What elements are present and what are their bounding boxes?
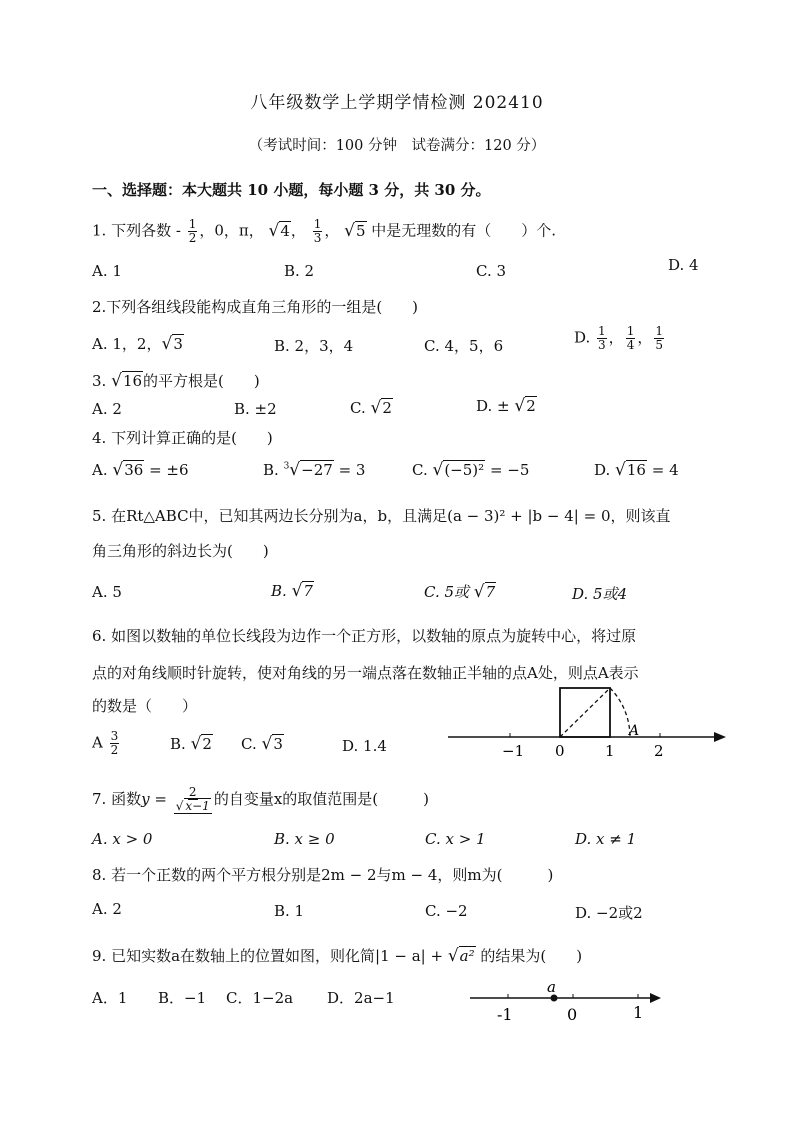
q3-option-b: B. ±2 — [234, 400, 277, 418]
q4-option-d: D. √16 = 4 — [594, 460, 679, 480]
q6-option-c: C. √3 — [241, 734, 283, 754]
label-1: 1 — [633, 1003, 644, 1022]
q1-option-b: B. 2 — [284, 262, 315, 280]
label-0: 0 — [555, 742, 565, 760]
label-2: 2 — [654, 742, 664, 760]
diagonal — [560, 688, 610, 737]
q8-option-a: A. 2 — [92, 900, 122, 918]
q8-option-d: D. −2或2 — [575, 904, 643, 922]
q1-option-d: D. 4 — [668, 256, 699, 274]
question-5-line-2: 角三角形的斜边长为( ) — [92, 542, 269, 560]
question-6-line-2: 点的对角线顺时针旋转，使对角线的另一端点落在数轴正半轴的点A处，则点A表示 — [92, 664, 639, 682]
q1-stem-start: 1. 下列各数 - — [92, 221, 181, 240]
q7-option-b: B. x ≥ 0 — [274, 830, 335, 848]
q9-option-d: D．2a−1 — [327, 989, 395, 1007]
q9-option-a: A．1 — [92, 989, 128, 1007]
label-a: A — [629, 723, 640, 739]
q2-option-d: D. $\frac{1}{3}$ ， $\frac{1}{4}$ ， $\frac{1}{5}$ — [574, 324, 663, 352]
question-5-line-1: 5. 在Rt△ABC中，已知其两边长分别为a，b，且满足(a − 3)² + |b − 4| = 0，则该直 — [92, 507, 671, 525]
question-7: 7. 函数y = $\frac{2}{√ x-1}$ 的自变量x的取值范围是( ) — [92, 785, 429, 813]
q5-option-d: D. 5或4 — [572, 585, 628, 603]
exam-info: （考试时间：100 分钟 试卷满分：120 分） — [248, 138, 546, 154]
fraction-third: $\frac{1}{3}$ — [313, 217, 322, 245]
q8-option-c: C. −2 — [425, 902, 468, 920]
q5-option-c: C. 5或 √7 — [424, 582, 496, 602]
label-minus-1: −1 — [502, 742, 525, 760]
q7-option-d: D. x ≠ 1 — [575, 830, 637, 848]
q9-number-line-figure — [465, 978, 670, 1028]
question-8: 8. 若一个正数的两个平方根分别是2m − 2与m − 4，则m为( ) — [92, 866, 554, 884]
q1-stem-end: 中是无理数的有（ ）个. — [371, 221, 557, 240]
q6-option-d: D. 1.4 — [342, 737, 387, 755]
q2-option-c: C. 4，5，6 — [424, 337, 504, 355]
label-0: 0 — [567, 1005, 578, 1024]
q6-number-line-figure — [440, 680, 740, 760]
question-6-line-1: 6. 如图以数轴的单位长线段为边作一个正方形，以数轴的原点为旋转中心，将过原 — [92, 627, 637, 645]
question-6-line-3: 的数是（ ） — [92, 697, 198, 715]
question-4: 4. 下列计算正确的是( ) — [92, 429, 273, 447]
q1-option-a: A. 1 — [92, 262, 122, 280]
q5-option-a: A. 5 — [92, 583, 122, 601]
sqrt-4: √4 — [268, 220, 290, 241]
q7-option-a: A. x > 0 — [92, 830, 153, 848]
q3-option-d: D. ± √2 — [476, 396, 536, 416]
label-1: 1 — [605, 742, 615, 760]
q5-option-b: B. √7 — [271, 581, 313, 601]
q8-option-b: B. 1 — [274, 902, 305, 920]
question-3: 3. √16的平方根是( ) — [92, 371, 260, 391]
q4-option-a: A. √36 = ±6 — [92, 460, 189, 480]
q9-option-c: C．1−2a — [226, 989, 294, 1007]
sqrt-5: √5 — [344, 220, 366, 241]
q2-option-a: A. 1，2，√3 — [92, 334, 183, 354]
q1-option-c: C. 3 — [476, 262, 507, 280]
question-2: 2.下列各组线段能构成直角三角形的一组是( ) — [92, 298, 419, 316]
q6-option-b: B. √2 — [170, 734, 212, 754]
label-minus-1: -1 — [497, 1005, 513, 1024]
fraction-2-over-sqrt: $\frac{2}{√ x-1}$ — [175, 785, 210, 813]
arrow-head-icon — [650, 993, 661, 1003]
question-9: 9. 已知实数a在数轴上的位置如图，则化简|1 − a| + √a² 的结果为( ) — [92, 946, 583, 966]
q3-option-c: C. √2 — [350, 398, 392, 418]
question-1: 1. 下列各数 - $\frac{1}{2}$ ，0，π， √4， $\frac{1}{3}$ ， √5 中是无理数的有（ ）个. — [92, 217, 557, 245]
q7-option-c: C. x > 1 — [425, 830, 486, 848]
arrow-head-icon — [714, 732, 726, 742]
rotation-arc — [610, 688, 630, 737]
q9-option-b: B．−1 — [158, 989, 207, 1007]
q2-option-b: B. 2，3，4 — [274, 337, 354, 355]
q3-option-a: A. 2 — [92, 400, 122, 418]
section-heading: 一、选择题：本大题共 10 小题，每小题 3 分，共 30 分。 — [92, 181, 491, 199]
label-a: a — [547, 978, 556, 996]
q6-option-a: A $\frac{3}{2}$ — [92, 729, 119, 757]
q4-option-b: B. $^3$√−27 = 3 — [263, 460, 366, 480]
page-title: 八年级数学上学期学情检测 202410 — [250, 93, 544, 113]
fraction-half: $\frac{1}{2}$ — [188, 217, 197, 245]
q4-option-c: C. √(−5)² = −5 — [412, 460, 530, 480]
